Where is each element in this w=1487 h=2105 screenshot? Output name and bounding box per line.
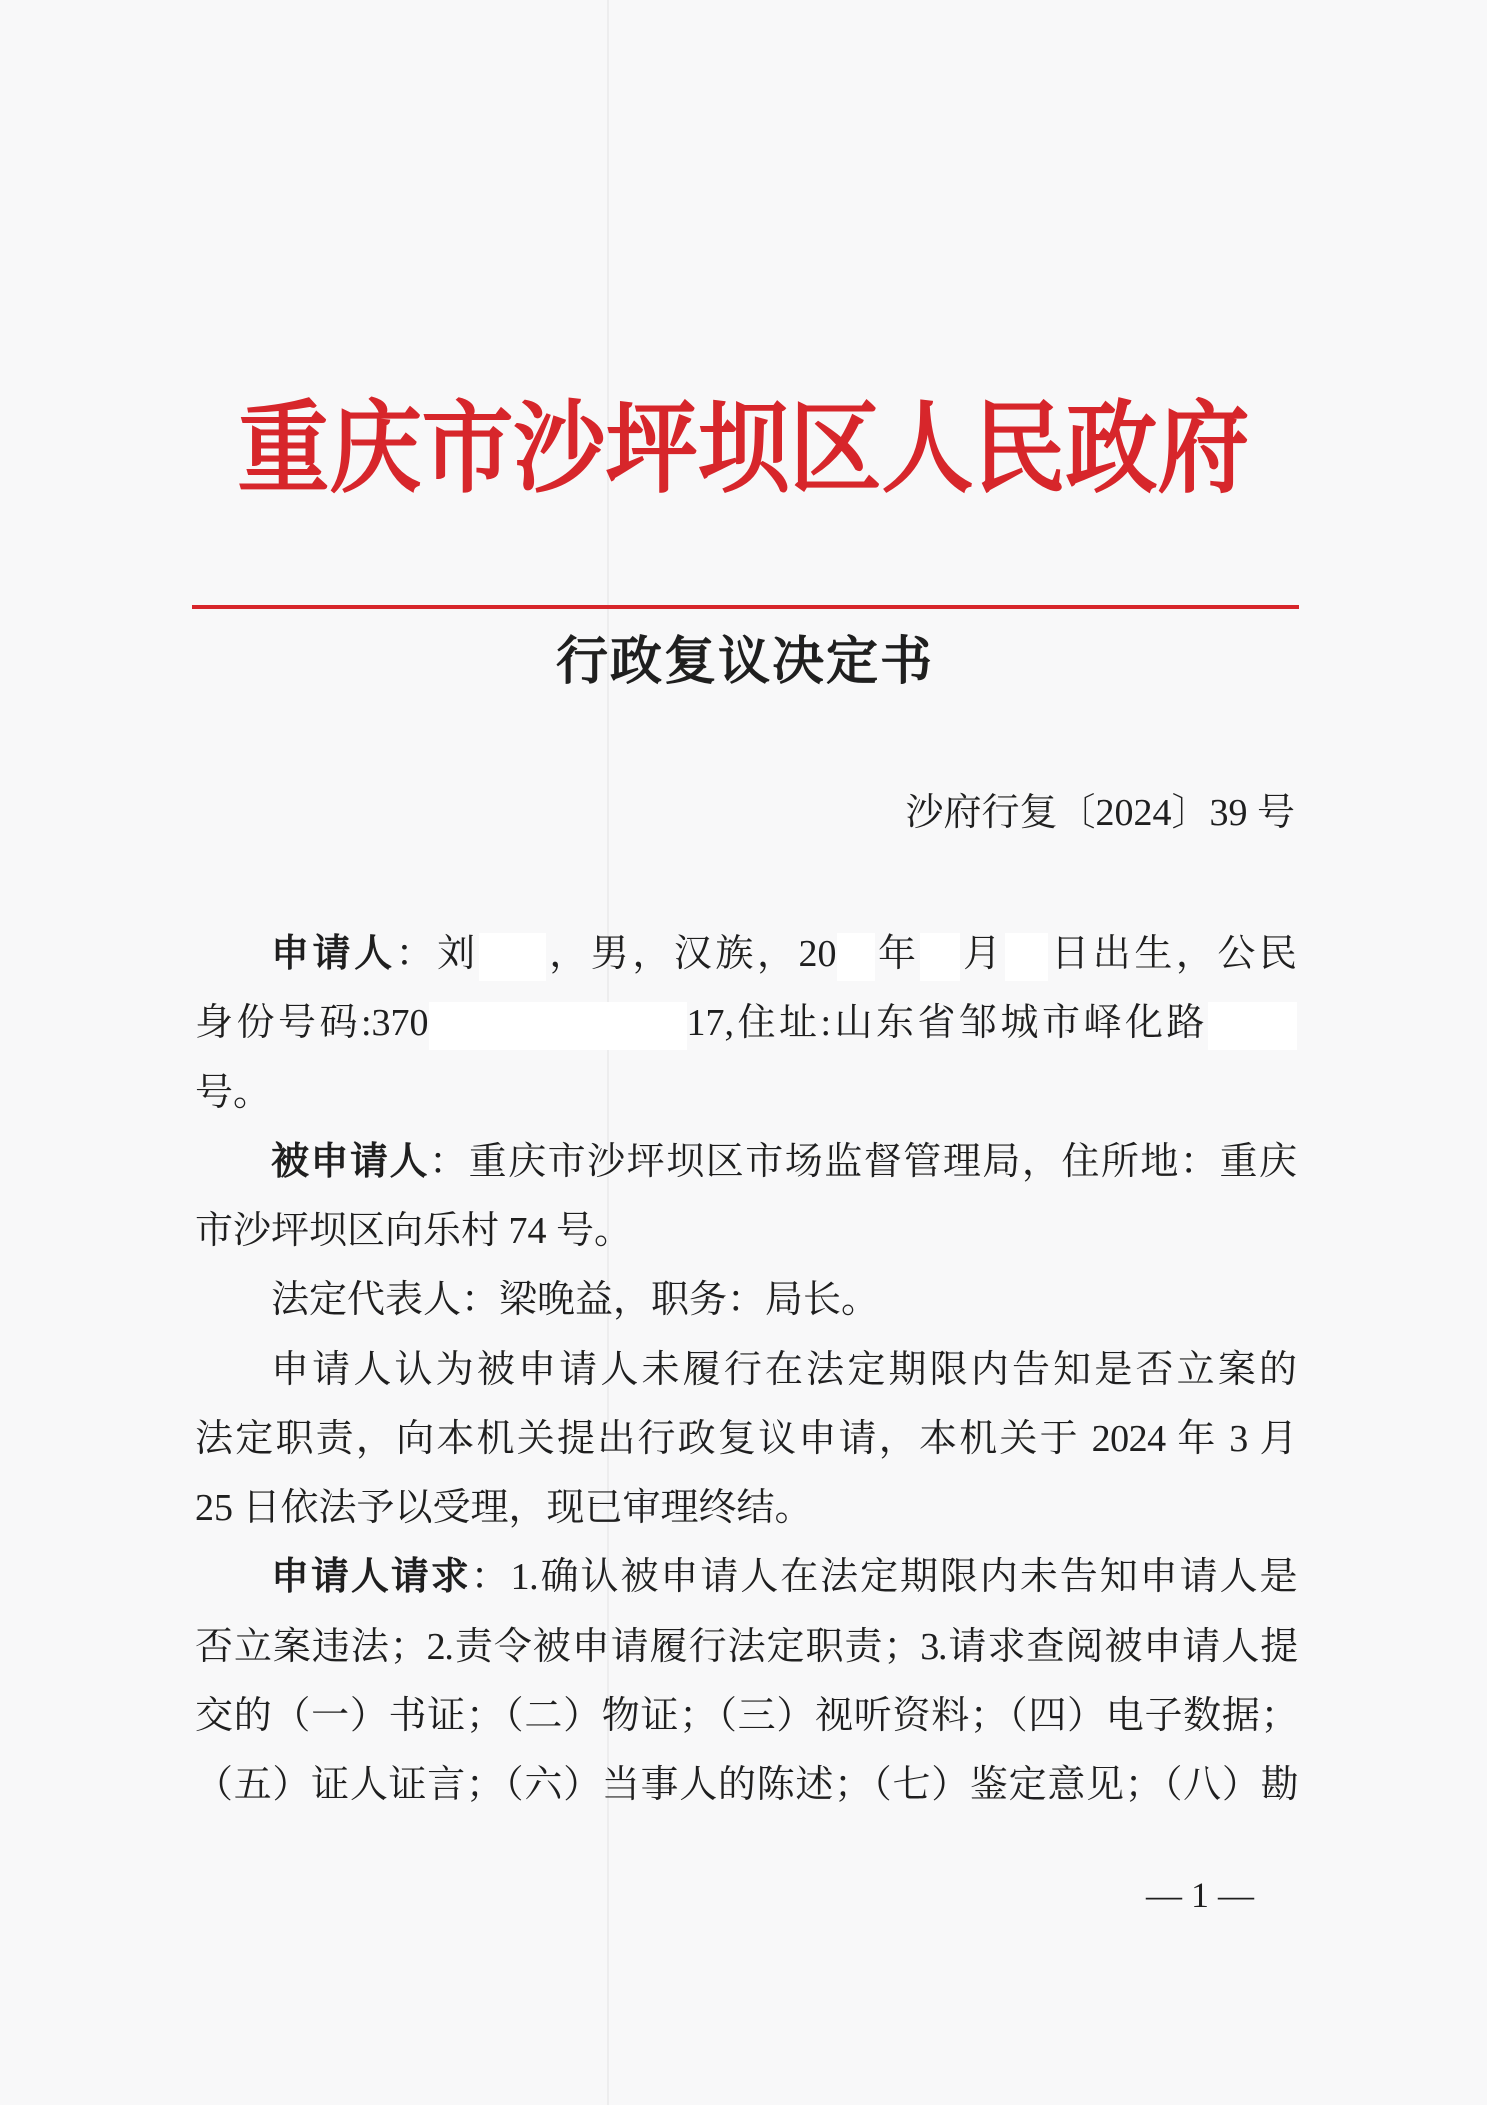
applicant-name-visible: ：刘: [395, 933, 479, 975]
applicant-label: 申请人: [271, 933, 396, 975]
applicant-line-2: [195, 993, 1297, 1053]
case-intro-line-1: [195, 1340, 1297, 1400]
respondent-line-2: [195, 1201, 1297, 1261]
id-number-prefix: 身份号码:370: [195, 1002, 429, 1044]
requests-line-1: [195, 1547, 1297, 1607]
requests-label: 申请人请求: [271, 1556, 471, 1598]
requests-text: （五）证人证言；（六）当事人的陈述；（七）鉴定意见；（八）勘: [195, 1764, 1297, 1806]
applicant-line-3: [195, 1063, 1297, 1123]
redaction-box: [837, 933, 875, 981]
document-number: 沙府行复〔2024〕39 号: [905, 792, 1295, 834]
requests-line-3: [195, 1686, 1297, 1746]
requests-text: 交的（一）书证；（二）物证；（三）视听资料；（四）电子数据；: [195, 1695, 1297, 1737]
birth-day-unit: 日出生，公民: [1047, 933, 1297, 975]
case-intro-text: 25 日依法予以受理，现已审理终结。: [195, 1487, 813, 1529]
respondent-name-address: ：重庆市沙坪坝区市场监督管理局，住所地：重庆: [429, 1141, 1297, 1183]
respondent-line-1: [195, 1132, 1297, 1192]
requests-text: ：1.确认被申请人在法定期限内未告知申请人是: [470, 1556, 1297, 1598]
legal-representative: 法定代表人：梁晚益，职务：局长。: [271, 1279, 880, 1321]
document-type-title: 行政复议决定书: [555, 634, 934, 691]
address-end: 号。: [195, 1072, 272, 1114]
legal-representative-line: [195, 1270, 1297, 1330]
requests-line-2: [195, 1617, 1297, 1677]
redaction-box: [429, 1002, 687, 1050]
id-suffix-and-address: 17,住址:山东省邹城市峄化路: [686, 1002, 1208, 1044]
applicant-gender-ethnicity: ，男，汉族，20: [545, 933, 837, 975]
case-intro-text: 法定职责，向本机关提出行政复议申请，本机关于 2024 年 3 月: [195, 1418, 1297, 1460]
red-header-rule: [192, 605, 1299, 609]
birth-month-unit: 月: [959, 933, 1005, 975]
issuing-authority-title: 重庆市沙坪坝区人民政府: [237, 389, 1250, 507]
respondent-address-end: 市沙坪坝区向乐村 74 号。: [195, 1210, 633, 1252]
redaction-box: [1005, 933, 1048, 981]
redaction-box: [920, 933, 960, 981]
case-intro-text: 申请人认为被申请人未履行在法定期限内告知是否立案的: [271, 1349, 1297, 1391]
applicant-line-1: [195, 924, 1297, 984]
requests-line-4: [195, 1755, 1297, 1815]
case-intro-line-2: [195, 1409, 1297, 1469]
page-number: — 1 —: [1146, 1875, 1254, 1915]
requests-text: 否立案违法；2.责令被申请履行法定职责；3.请求查阅被申请人提: [195, 1626, 1297, 1668]
respondent-label: 被申请人: [271, 1141, 430, 1183]
redaction-box: [1208, 1002, 1297, 1050]
birth-year-unit: 年: [874, 933, 920, 975]
redaction-box: [479, 933, 546, 981]
case-intro-line-3: [195, 1478, 1297, 1538]
